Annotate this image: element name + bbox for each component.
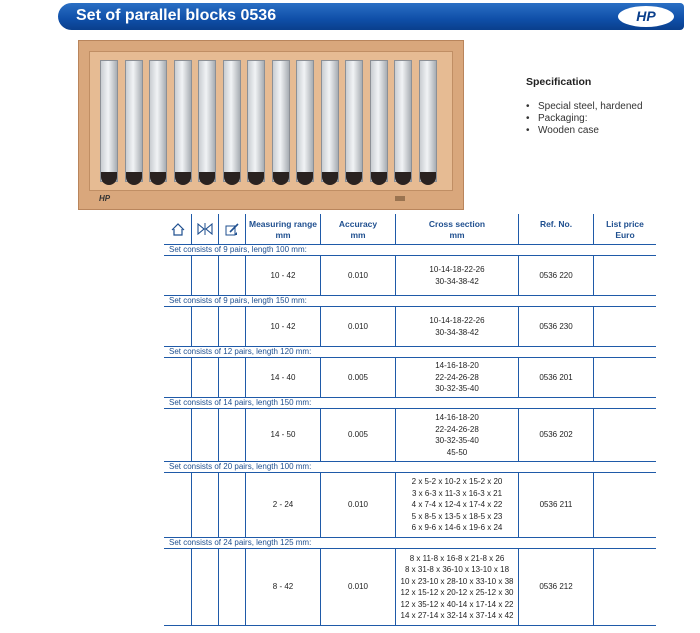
finger-hole <box>371 172 387 185</box>
header-cross-section: Cross section mm <box>395 214 518 244</box>
parallel-block-bar <box>100 60 118 182</box>
cross-section-cell <box>395 473 518 537</box>
finger-hole <box>420 172 436 185</box>
list-price-cell <box>593 307 656 346</box>
parallel-block-bar <box>394 60 412 182</box>
empty-cell <box>164 473 191 537</box>
parallel-block-bar <box>198 60 216 182</box>
cross-section-line: 4 x 7-4 x 12-4 x 17-4 x 22 <box>411 500 503 510</box>
case-latch <box>395 196 405 201</box>
list-price-cell <box>593 358 656 397</box>
bowtie-icon <box>191 214 218 244</box>
cross-section-line: 6 x 9-6 x 14-6 x 19-6 x 24 <box>411 523 503 533</box>
finger-hole <box>322 172 338 185</box>
accuracy-cell: 0.010 <box>320 256 395 295</box>
empty-cell <box>218 409 245 461</box>
parallel-block-bar <box>247 60 265 182</box>
accuracy-cell: 0.005 <box>320 358 395 397</box>
finger-hole <box>346 172 362 185</box>
cross-section-cell <box>395 549 518 625</box>
ref-no-cell: 0536 230 <box>518 307 593 346</box>
cross-section-line: 8 x 11-8 x 16-8 x 21-8 x 26 <box>409 553 505 563</box>
cross-section-line: 10-14-18-22-26 <box>429 316 485 325</box>
measuring-range-cell: 14 - 40 <box>245 358 320 397</box>
cross-section-line: 12 x 35-12 x 40-14 x 17-14 x 22 <box>400 599 514 609</box>
brand-logo: HP <box>618 6 674 27</box>
case-interior <box>89 51 453 191</box>
cross-section-line: 5 x 8-5 x 13-5 x 18-5 x 23 <box>411 511 503 521</box>
group-title: Set consists of 20 pairs, length 100 mm: <box>164 462 656 473</box>
cross-section-line: 10 x 23-10 x 28-10 x 33-10 x 38 <box>400 576 514 586</box>
empty-cell <box>218 473 245 537</box>
group-title: Set consists of 12 pairs, length 120 mm: <box>164 347 656 358</box>
group-title: Set consists of 9 pairs, length 100 mm: <box>164 245 656 256</box>
finger-hole <box>297 172 313 185</box>
specification-title: Specification <box>526 76 592 88</box>
parallel-block-bar <box>125 60 143 182</box>
parallel-block-bar <box>296 60 314 182</box>
cross-section-line: 30-34-38-42 <box>435 276 479 286</box>
page-title: Set of parallel blocks 0536 <box>76 7 277 24</box>
empty-cell <box>218 549 245 625</box>
ref-no-cell: 0536 211 <box>518 473 593 537</box>
parallel-block-bar <box>174 60 192 182</box>
empty-cell <box>164 549 191 625</box>
parallel-block-bar <box>370 60 388 182</box>
header-accuracy: Accuracy mm <box>320 214 395 244</box>
accuracy-cell: 0.010 <box>320 307 395 346</box>
parallel-block-bar <box>321 60 339 182</box>
finger-hole <box>395 172 411 185</box>
measuring-range-cell: 10 - 42 <box>245 307 320 346</box>
empty-cell <box>191 409 218 461</box>
list-price-cell <box>593 473 656 537</box>
header-measuring-range: Measuring range mm <box>245 214 320 244</box>
list-price-cell <box>593 409 656 461</box>
case-logo: HP <box>99 194 111 203</box>
table-row <box>164 473 656 538</box>
title-banner <box>58 3 684 30</box>
table-row <box>164 307 656 347</box>
cross-section-line: 14-16-18-20 <box>435 413 479 422</box>
finger-hole <box>150 172 166 185</box>
header-ref-no: Ref. No. <box>518 214 593 244</box>
table-header-row <box>164 214 656 245</box>
empty-cell <box>164 409 191 461</box>
accuracy-cell: 0.010 <box>320 473 395 537</box>
accuracy-cell: 0.010 <box>320 549 395 625</box>
finger-hole <box>273 172 289 185</box>
cross-section-line: 22-24-26-28 <box>435 424 479 434</box>
parallel-block-bar <box>272 60 290 182</box>
empty-cell <box>191 473 218 537</box>
finger-hole <box>224 172 240 185</box>
cross-section-cell <box>395 358 518 397</box>
cross-section-cell <box>395 256 518 295</box>
specification-panel <box>526 76 686 137</box>
measuring-range-cell: 2 - 24 <box>245 473 320 537</box>
parallel-block-bar <box>345 60 363 182</box>
measuring-range-cell: 14 - 50 <box>245 409 320 461</box>
cross-section-cell <box>395 409 518 461</box>
empty-cell <box>191 256 218 295</box>
parallel-block-bar <box>419 60 437 182</box>
cross-section-line: 30-32-35-40 <box>435 436 479 445</box>
cross-section-line: 2 x 5-2 x 10-2 x 15-2 x 20 <box>411 477 503 487</box>
measuring-range-cell: 8 - 42 <box>245 549 320 625</box>
ref-no-cell: 0536 202 <box>518 409 593 461</box>
specification-list <box>526 101 686 137</box>
parallel-block-bar <box>149 60 167 182</box>
spec-item: • Special steel, hardened <box>526 101 686 113</box>
list-price-cell <box>593 256 656 295</box>
table-row <box>164 358 656 398</box>
accuracy-cell: 0.005 <box>320 409 395 461</box>
cross-section-line: 14 x 27-14 x 32-14 x 37-14 x 42 <box>400 611 514 620</box>
empty-cell <box>218 358 245 397</box>
cross-section-cell <box>395 307 518 346</box>
cross-section-line: 45-50 <box>446 447 468 457</box>
product-photo-wooden-case <box>78 40 464 210</box>
ref-no-cell: 0536 212 <box>518 549 593 625</box>
group-title: Set consists of 9 pairs, length 150 mm: <box>164 296 656 307</box>
finger-hole <box>248 172 264 185</box>
finger-hole <box>101 172 117 185</box>
cross-section-line: 14-16-18-20 <box>435 361 479 371</box>
cross-section-line: 30-32-35-40 <box>435 384 479 394</box>
list-price-cell <box>593 549 656 625</box>
ref-no-cell: 0536 201 <box>518 358 593 397</box>
cross-section-line: 10-14-18-22-26 <box>429 265 485 274</box>
empty-cell <box>164 307 191 346</box>
finger-hole <box>126 172 142 185</box>
cross-section-line: 8 x 31-8 x 36-10 x 13-10 x 18 <box>404 565 510 574</box>
group-title: Set consists of 14 pairs, length 150 mm: <box>164 398 656 409</box>
table-row <box>164 256 656 296</box>
ref-no-cell: 0536 220 <box>518 256 593 295</box>
empty-cell <box>191 549 218 625</box>
finger-hole <box>199 172 215 185</box>
product-table <box>164 214 656 626</box>
empty-cell <box>164 256 191 295</box>
measuring-range-cell: 10 - 42 <box>245 256 320 295</box>
square-pen-icon <box>218 214 245 244</box>
table-row <box>164 549 656 626</box>
group-title: Set consists of 24 pairs, length 125 mm: <box>164 538 656 549</box>
table-row <box>164 409 656 462</box>
home-outline-icon <box>164 214 191 244</box>
empty-cell <box>164 358 191 397</box>
cross-section-line: 22-24-26-28 <box>435 372 479 382</box>
spec-item: • Wooden case <box>526 125 686 137</box>
empty-cell <box>218 307 245 346</box>
empty-cell <box>191 358 218 397</box>
spec-item: • Packaging: <box>526 113 686 125</box>
cross-section-line: 12 x 15-12 x 20-12 x 25-12 x 30 <box>400 588 514 597</box>
empty-cell <box>218 256 245 295</box>
cross-section-line: 30-34-38-42 <box>435 327 479 337</box>
empty-cell <box>191 307 218 346</box>
parallel-block-bar <box>223 60 241 182</box>
table-body <box>164 245 656 626</box>
header-list-price: List price Euro <box>593 214 656 244</box>
finger-hole <box>175 172 191 185</box>
cross-section-line: 3 x 6-3 x 11-3 x 16-3 x 21 <box>411 488 503 498</box>
